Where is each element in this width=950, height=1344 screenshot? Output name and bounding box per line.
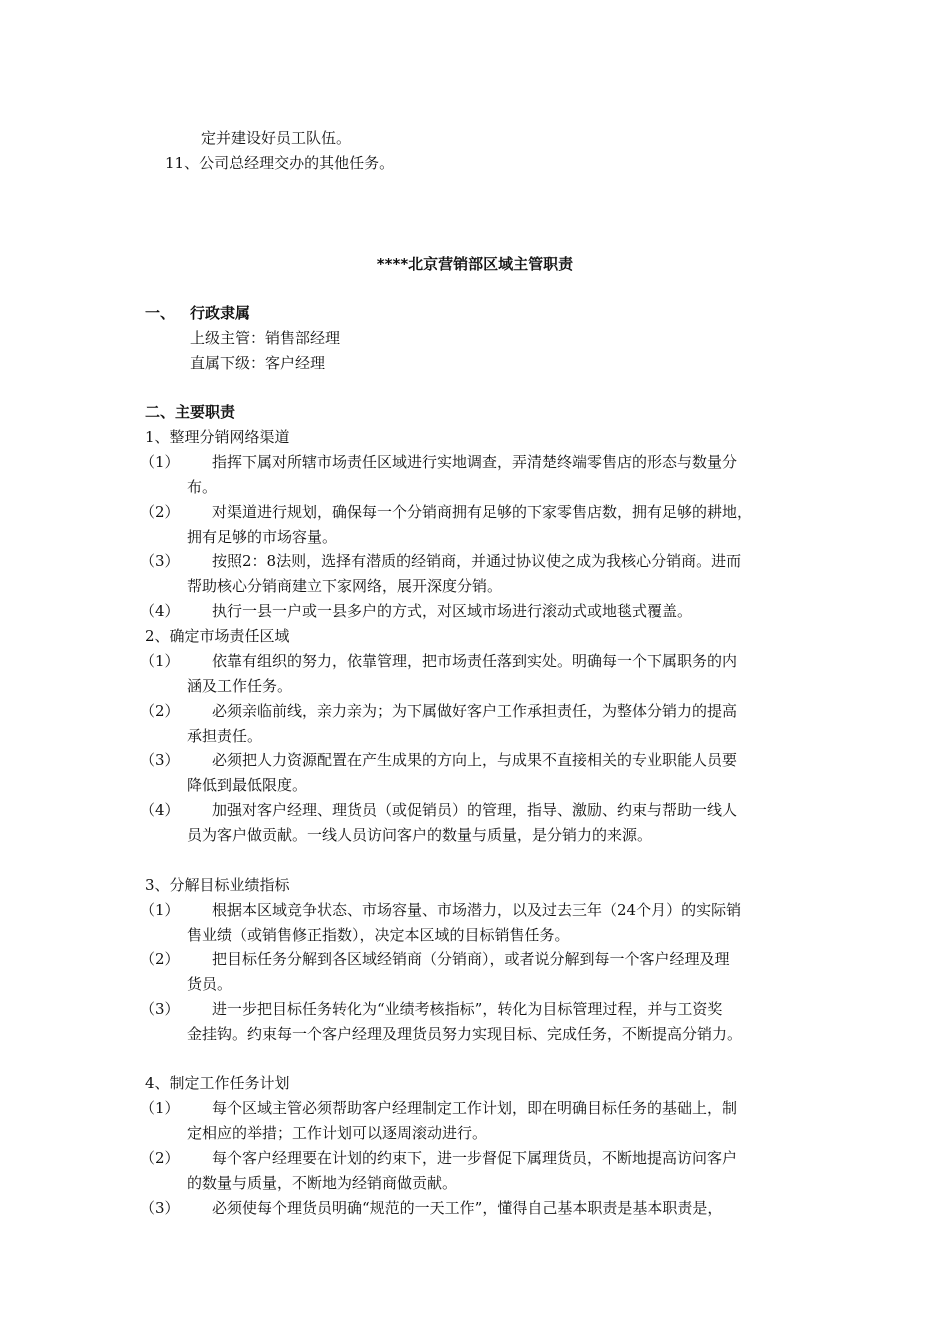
list-item-text-cont: 帮助核心分销商建立下家网络，展开深度分销。: [187, 577, 503, 595]
list-item-text: 每个客户经理要在计划的约束下，进一步督促下属理货员，不断地提高访问客户: [212, 1149, 738, 1167]
list-item-number: （4）: [140, 801, 180, 819]
list-item-text-cont: 布。: [187, 478, 218, 496]
list-item-text-cont: 降低到最低限度。: [187, 776, 308, 794]
list-item-number: （3）: [140, 1199, 180, 1217]
list-item-text: 指挥下属对所辖市场责任区域进行实地调查，弄清楚终端零售店的形态与数量分: [212, 453, 738, 471]
list-item-number: （1）: [140, 901, 180, 919]
list-item-number: （2）: [140, 702, 180, 720]
list-item-text: 把目标任务分解到各区域经销商（分销商），或者说分解到每一个客户经理及理: [212, 950, 730, 968]
list-item-text: 按照2：8法则，选择有潜质的经销商，并通过协议使之成为我核心分销商。进而: [212, 552, 742, 570]
section-2-heading: 二、主要职责: [145, 403, 236, 421]
document-title: ****北京营销部区域主管职责: [376, 255, 574, 273]
group-1-title: 1、整理分销网络渠道: [145, 428, 290, 446]
section-1-heading: 行政隶属: [190, 304, 251, 322]
list-item-number: （2）: [140, 503, 180, 521]
section-1-number: 一、: [145, 304, 176, 322]
list-item-text: 必须把人力资源配置在产生成果的方向上，与成果不直接相关的专业职能人员要: [212, 751, 738, 769]
group-4-title: 4、制定工作任务计划: [145, 1074, 290, 1092]
subordinate-line: 直属下级：客户经理: [190, 354, 326, 372]
list-item-text: 对渠道进行规划，确保每一个分销商拥有足够的下家零售店数，拥有足够的耕地，: [212, 503, 753, 521]
continuation-line: 定并建设好员工队伍。: [201, 129, 352, 147]
list-item-number: （1）: [140, 652, 180, 670]
list-item-text-cont: 的数量与质量，不断地为经销商做贡献。: [187, 1174, 458, 1192]
list-item-number: （2）: [140, 950, 180, 968]
list-item-text-cont: 员为客户做贡献。一线人员访问客户的数量与质量，是分销力的来源。: [187, 826, 653, 844]
group-3-title: 3、分解目标业绩指标: [145, 876, 290, 894]
list-item-text: 执行一县一户或一县多户的方式，对区域市场进行滚动式或地毯式覆盖。: [212, 602, 693, 620]
list-item-number: （3）: [140, 751, 180, 769]
list-item-text: 必须亲临前线，亲力亲为；为下属做好客户工作承担责任，为整体分销力的提高: [212, 702, 738, 720]
group-2-title: 2、确定市场责任区域: [145, 627, 290, 645]
list-item-number: （3）: [140, 552, 180, 570]
list-item-text: 进一步把目标任务转化为“业绩考核指标”，转化为目标管理过程，并与工资奖: [212, 1000, 723, 1018]
list-item-text: 每个区域主管必须帮助客户经理制定工作计划，即在明确目标任务的基础上，制: [212, 1099, 738, 1117]
list-item-text: 加强对客户经理、理货员（或促销员）的管理，指导、激励、约束与帮助一线人: [212, 801, 738, 819]
list-item-11: 11、公司总经理交办的其他任务。: [165, 154, 395, 172]
list-item-text-cont: 金挂钩。约束每一个客户经理及理货员努力实现目标、完成任务，不断提高分销力。: [187, 1025, 743, 1043]
list-item-text-cont: 涵及工作任务。: [187, 677, 293, 695]
superior-line: 上级主管：销售部经理: [190, 329, 341, 347]
list-item-text: 必须使每个理货员明确“规范的一天工作”，懂得自己基本职责是基本职责是，: [212, 1199, 723, 1217]
list-item-text-cont: 承担责任。: [187, 727, 263, 745]
list-item-text-cont: 拥有足够的市场容量。: [187, 528, 338, 546]
list-item-number: （4）: [140, 602, 180, 620]
list-item-text-cont: 货员。: [187, 975, 233, 993]
list-item-number: （3）: [140, 1000, 180, 1018]
list-item-text: 依靠有组织的努力，依靠管理，把市场责任落到实处。明确每一个下属职务的内: [212, 652, 738, 670]
list-item-text-cont: 定相应的举措；工作计划可以逐周滚动进行。: [187, 1124, 488, 1142]
list-item-text-cont: 售业绩（或销售修正指数），决定本区域的目标销售任务。: [187, 926, 570, 944]
list-item-number: （2）: [140, 1149, 180, 1167]
list-item-text: 根据本区域竞争状态、市场容量、市场潜力，以及过去三年（24个月）的实际销: [212, 901, 742, 919]
list-item-number: （1）: [140, 1099, 180, 1117]
list-item-number: （1）: [140, 453, 180, 471]
